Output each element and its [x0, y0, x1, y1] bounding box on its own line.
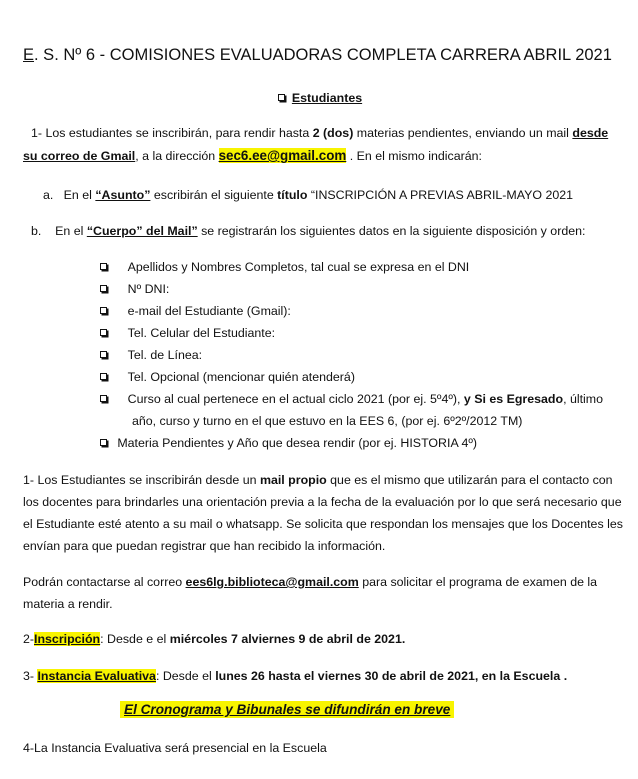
para3-text: para solicitar el programa de examen de la	[358, 575, 598, 589]
inscripcion-label: Inscripción	[34, 632, 101, 646]
section-heading	[278, 90, 362, 106]
item-a	[43, 187, 573, 203]
inscripcion-number: 2-	[23, 632, 35, 646]
list-item-text: Tel. de Línea:	[127, 348, 203, 362]
para1-desde: desde	[572, 126, 609, 140]
checkbox-bullet-icon	[100, 307, 107, 314]
instancia-number: 3-	[23, 669, 35, 683]
para3-text: Podrán contactarse al correo	[23, 575, 186, 589]
para1-text: . En el mismo indicarán:	[346, 149, 482, 163]
instancia-dates: lunes 26 hasta el viernes 30 de abril de 2021, en la Escuela .	[215, 669, 568, 683]
checkbox-bullet-icon	[100, 395, 107, 402]
email-link-sec6[interactable]: sec6.ee@gmail.com	[218, 148, 347, 163]
inscripcion-text: : Desde e el	[100, 632, 170, 646]
document-title	[23, 45, 612, 65]
title-lead: E	[23, 46, 35, 64]
para1-text: 1- Los estudiantes se inscribirán, para rendir hasta	[31, 126, 313, 140]
inscripcion-dates: miércoles 7 alviernes 9 de abril de 2021.	[169, 632, 406, 646]
item-a-prefix: a.	[43, 188, 54, 202]
list-item-text: Curso al cual pertenece en el actual ciclo 2021 (por ej. 5º4º),	[127, 392, 464, 406]
para3-line1	[23, 574, 597, 590]
checkbox-bullet-icon	[100, 439, 107, 446]
list-item	[100, 325, 275, 341]
para2-line3: el Estudiante esté atento a su mail o whatsapp. Se solicita que respondan los mensajes que los Docentes les	[23, 517, 623, 531]
list-item	[100, 435, 477, 451]
list-item-text: Materia Pendientes y Año que desea rendir (por ej. HISTORIA 4º)	[117, 436, 478, 450]
list-item	[100, 281, 169, 297]
list-item	[100, 391, 603, 407]
title-rest: . S. Nº 6 - COMISIONES EVALUADORAS COMPLETA CARRERA ABRIL 2021	[34, 46, 612, 64]
para2-text: 1- Los Estudiantes se inscribirán desde un	[23, 473, 260, 487]
list-item-text: Tel. Celular del Estudiante:	[127, 326, 276, 340]
para3-line2: materia a rendir.	[23, 597, 113, 611]
checkbox-bullet-icon	[100, 329, 107, 336]
item-a-text: escribirán el siguiente	[150, 188, 278, 202]
list-item-text: año, curso y turno en el que estuvo en la EES 6, (por ej. 6º2º/2012 TM)	[132, 414, 523, 428]
list-item	[100, 259, 469, 275]
item-b	[31, 223, 585, 239]
list-item-continuation	[132, 413, 522, 429]
para2-bold: mail propio	[259, 473, 327, 487]
para1-bold: 2 (dos)	[312, 126, 354, 140]
list-item	[100, 369, 355, 385]
para1-text: , a la dirección	[135, 149, 219, 163]
list-item	[100, 303, 291, 319]
instancia-text: : Desde el	[155, 669, 216, 683]
para2-line4: envían para que puedan registrar que han recibido la información.	[23, 539, 386, 553]
checkbox-bullet-icon	[278, 94, 285, 101]
last-line: 4-La Instancia Evaluativa será presencial en la Escuela	[23, 741, 327, 755]
instancia-line	[23, 668, 567, 684]
inscripcion-line	[23, 631, 405, 647]
list-item-bold: y Si es Egresado	[463, 392, 564, 406]
email-link-biblioteca[interactable]: ees6lg.biblioteca@gmail.com	[185, 575, 359, 589]
list-item-text: Tel. Opcional (mencionar quién atenderá)	[127, 370, 355, 384]
section-heading-text: Estudiantes	[291, 91, 363, 105]
list-item-text: Apellidos y Nombres Completos, tal cual se expresa en el DNI	[127, 260, 470, 274]
para1-gmail: su correo de Gmail	[23, 149, 136, 163]
checkbox-bullet-icon	[100, 263, 107, 270]
checkbox-bullet-icon	[100, 351, 107, 358]
checkbox-bullet-icon	[100, 285, 107, 292]
item-b-cuerpo: “Cuerpo” del Mail”	[86, 224, 198, 238]
cronograma-text: El Cronograma y Bibunales se difundirán en breve	[120, 701, 454, 718]
item-a-text: “INSCRIPCIÓN A PREVIAS ABRIL-MAYO 2021	[307, 188, 574, 202]
list-item-text: e-mail del Estudiante (Gmail):	[127, 304, 291, 318]
item-b-text: se registrarán los siguientes datos en la siguiente disposición y orden:	[197, 224, 586, 238]
list-item	[100, 347, 202, 363]
item-b-prefix: b.	[31, 224, 42, 238]
para1-text: materias pendientes, enviando un mail	[353, 126, 573, 140]
para1-line1	[31, 125, 608, 141]
item-a-asunto: “Asunto”	[95, 188, 151, 202]
list-item-text: Nº DNI:	[127, 282, 170, 296]
checkbox-bullet-icon	[100, 373, 107, 380]
list-item-text: , último	[563, 392, 603, 406]
item-a-titulo: título	[277, 188, 308, 202]
para2-line2: los docentes para brindarles una orientación previa a la fecha de la evaluación por lo que será necesario que	[23, 495, 622, 509]
item-a-text: En el	[63, 188, 96, 202]
cronograma-notice	[120, 701, 454, 719]
item-b-text: En el	[55, 224, 87, 238]
para2-line1	[23, 472, 613, 488]
para2-text: que es el mismo que utilizarán para el contacto con	[326, 473, 613, 487]
instancia-label: Instancia Evaluativa	[37, 669, 156, 683]
para1-line2	[23, 148, 482, 164]
